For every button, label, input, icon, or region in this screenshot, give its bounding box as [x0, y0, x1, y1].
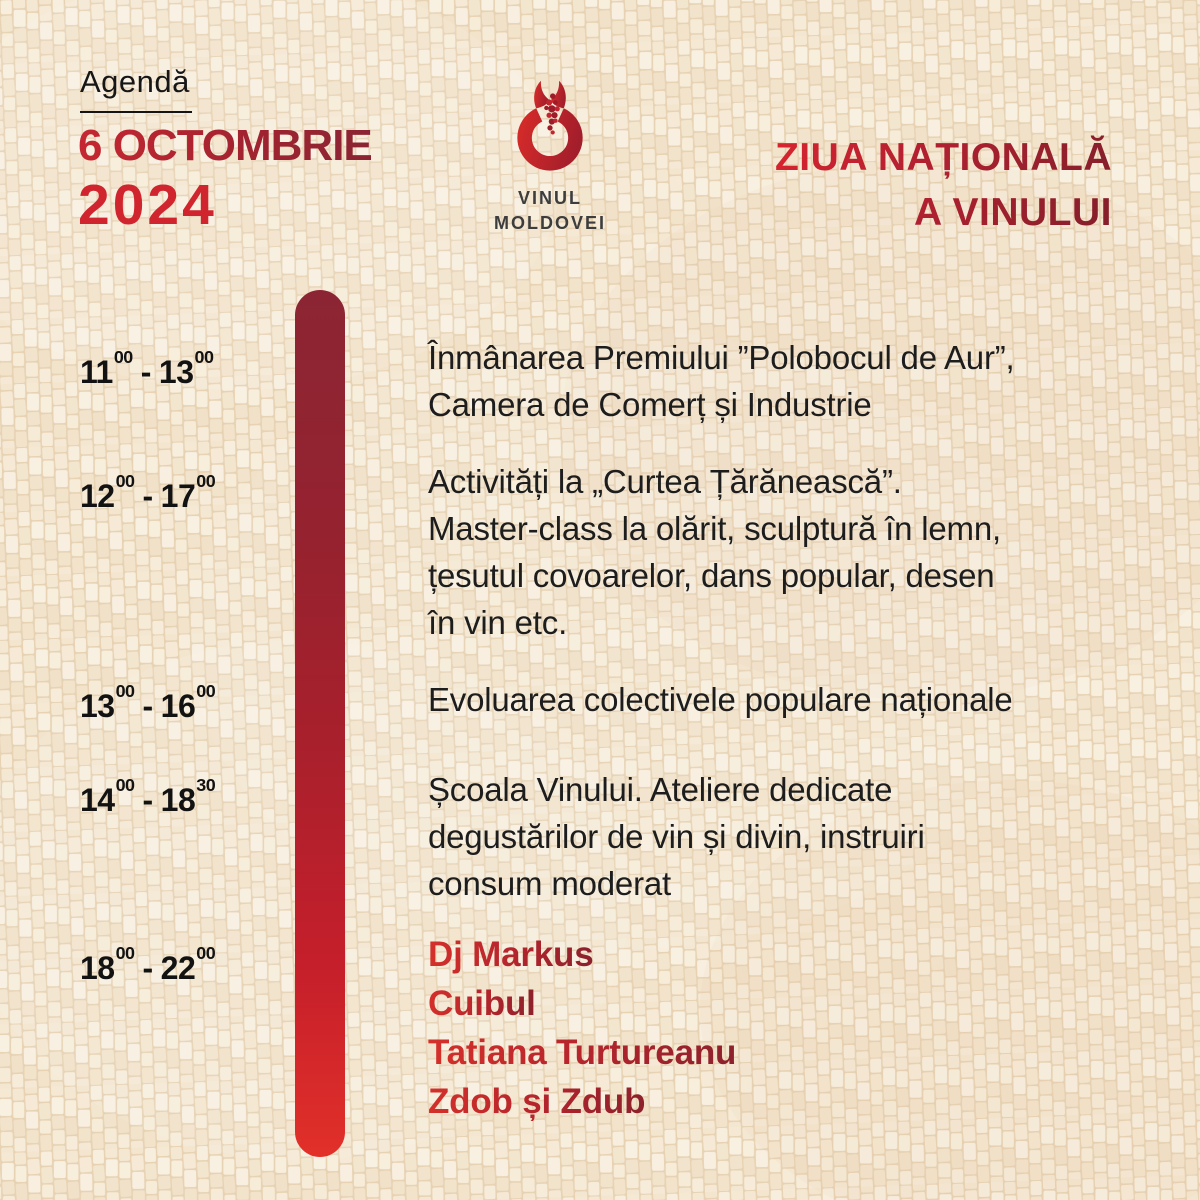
end-hour: 13: [158, 354, 194, 390]
end-minutes: 00: [196, 471, 216, 492]
end-minutes: 00: [196, 681, 216, 702]
event-description-4: [428, 766, 1133, 907]
event-line: Master-class la olărit, sculptură în lemn,: [428, 510, 1001, 547]
event-line: Școala Vinului. Ateliere dedicate: [428, 771, 893, 808]
event-line: Înmânarea Premiului ”Polobocul de Aur”,: [428, 339, 1015, 376]
event-line: consum moderat: [428, 865, 671, 902]
time-separator: -: [140, 354, 151, 390]
performer-name: Dj Markus: [428, 930, 593, 979]
end-minutes: 30: [196, 775, 216, 796]
event-line: țesutul covoarelor, dans popular, desen: [428, 557, 995, 594]
end-minutes: 00: [196, 943, 216, 964]
performer-name: Cuibul: [428, 979, 536, 1028]
time-range-1: [80, 347, 214, 391]
time-separator: -: [142, 478, 153, 514]
start-minutes: 00: [113, 347, 133, 368]
logo-text-line2: MOLDOVEI: [493, 213, 606, 233]
wine-flame-grapes-icon: [504, 78, 596, 176]
time-separator: -: [142, 782, 153, 818]
logo-text-line1: VINUL: [518, 188, 582, 208]
event-description-3: [428, 676, 1133, 723]
event-line: Activități la „Curtea Țărănească”.: [428, 463, 902, 500]
event-date-line1: 6 OCTOMBRIE: [78, 121, 372, 170]
time-separator: -: [142, 950, 153, 986]
end-hour: 17: [160, 478, 196, 514]
event-line: în vin etc.: [428, 604, 568, 641]
time-range-5: [80, 943, 216, 987]
time-separator: -: [142, 688, 153, 724]
performer-name: Tatiana Turtureanu: [428, 1028, 736, 1077]
time-range-2: [80, 471, 216, 515]
start-minutes: 00: [115, 775, 135, 796]
page-title: [775, 130, 1112, 240]
end-minutes: 00: [194, 347, 214, 368]
start-minutes: 00: [115, 471, 135, 492]
start-hour: 18: [80, 950, 115, 986]
vinul-moldovei-logo: [470, 78, 630, 234]
start-hour: 14: [80, 782, 115, 818]
event-line: degustărilor de vin și divin, instruiri: [428, 818, 925, 855]
start-hour: 12: [80, 478, 115, 514]
timeline-bar: [295, 290, 345, 1157]
end-hour: 16: [160, 688, 196, 724]
start-hour: 13: [80, 688, 115, 724]
performer-name: Zdob și Zdub: [428, 1077, 645, 1126]
time-range-3: [80, 681, 216, 725]
page-title-line1: ZIUA NAȚIONALĂ: [774, 136, 1112, 179]
event-description-1: [428, 334, 1133, 428]
event-description-2: [428, 458, 1133, 646]
start-hour: 11: [80, 354, 113, 390]
event-line: Camera de Comerț și Industrie: [428, 386, 872, 423]
page-title-line2: A VINULUI: [913, 191, 1112, 234]
time-range-4: [80, 775, 216, 819]
end-hour: 22: [160, 950, 196, 986]
start-minutes: 00: [115, 681, 135, 702]
start-minutes: 00: [115, 943, 135, 964]
event-line: Evoluarea colectivele populare naționale: [428, 681, 1013, 718]
performers-list: [428, 930, 1133, 1126]
end-hour: 18: [160, 782, 196, 818]
event-date-line2: 2024: [78, 173, 217, 237]
agenda-label: Agendă: [80, 64, 192, 113]
